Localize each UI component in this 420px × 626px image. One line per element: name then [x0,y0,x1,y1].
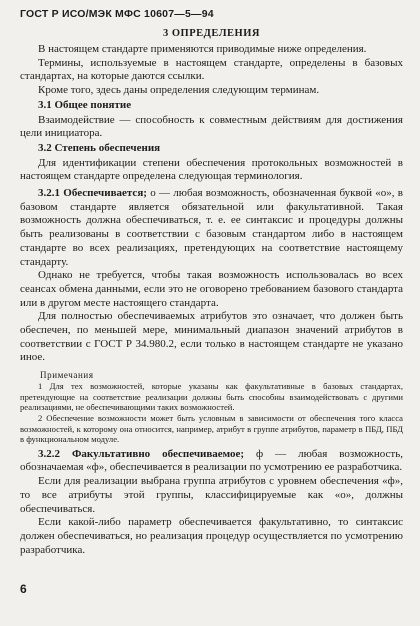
term-title: 3.2.1 Обеспечивается; [38,187,147,200]
paragraph: Для полностью обеспечиваемых атрибутов это означает, что должен быть обеспечен, по меньшей мере, минимальный диапазон значений атрибутов в соответствии с ГОСТ Р 34.980.2, если только в настоящем стандарте не указано иное. [20,310,403,364]
term-body: ф — любая возможность, обозначаемая «ф», обеспечивается в реализации по усмотрению ее разработчика. [20,447,403,474]
term-definition [20,448,403,475]
note: 2 Обеспечение возможности может быть условным в зависимости от обеспечения того класса возможностей, к которому она относится, например, атрибут в группе атрибутов, параметр в ПБД, ПБД в функциональном модуле. [20,412,403,445]
term-body: о — любая возможность, обозначенная буквой «о», в базовом стандарте является обязательной или факультативной. Такая возможность должна обеспечиваться, т. е. ее синтаксис и процедуры должны быть реализованы в соответствии с базовым стандартом либо в настоящем стандарте во всех реализациях, претендующих на соответствие настоящему стандарту. [20,187,403,268]
page-content [20,28,403,557]
subsection-heading [20,142,403,156]
paragraph: Термины, используемые в настоящем стандарте, определены в базовых стандартах, на которые даются ссылки. [20,56,403,83]
paragraph: Если какой-либо параметр обеспечивается факультативно, то синтаксис должен обеспечиваться, но реализация процедур осуществляется по усмотрению разработчика. [20,516,403,556]
paragraph: Кроме того, здесь даны определения следующим терминам. [38,84,320,97]
paragraph: Однако не требуется, чтобы такая возможность использовалась во всех сеансах обмена данными, если это не оговорено требованием базового стандарта или в другом месте настоящего стандарта. [20,269,403,309]
paragraph: Для идентификации степени обеспечения протокольных возможностей в настоящем стандарте определена следующая терминология. [20,156,403,183]
paragraph: Если для реализации выбрана группа атрибутов с уровнем обеспечения «ф», то все атрибуты этой группы, классифицируемые как «о», должны обеспечиваться. [20,475,403,515]
subsection-heading-text: 3.1 Общее понятие [38,98,132,111]
term-title: 3.2.2 Факультативно обеспечиваемое; [38,447,245,460]
subsection-heading-text: 3.2 Степень обеспечения [38,141,161,154]
term-definition [20,187,403,269]
note: 1 Для тех возможностей, которые указаны как факультативные в базовых стандартах, претендующие на соответствие реализации должны быть способны взаимодействовать с другими реализациями, не обеспечивающими таких возможностей. [20,381,403,413]
page-number: 6 [20,582,27,596]
paragraph: Взаимодействие — способность к совместным действиям для достижения цели инициатора. [20,113,403,140]
running-header: ГОСТ Р ИСО/МЭК МФС 10607—5—94 [20,8,214,20]
subsection-heading [20,99,403,113]
section-title: 3 ОПРЕДЕЛЕНИЯ [163,28,260,39]
notes-title: Примечания [40,370,94,381]
paragraph: В настоящем стандарте применяются приводимые ниже определения. [38,43,367,55]
